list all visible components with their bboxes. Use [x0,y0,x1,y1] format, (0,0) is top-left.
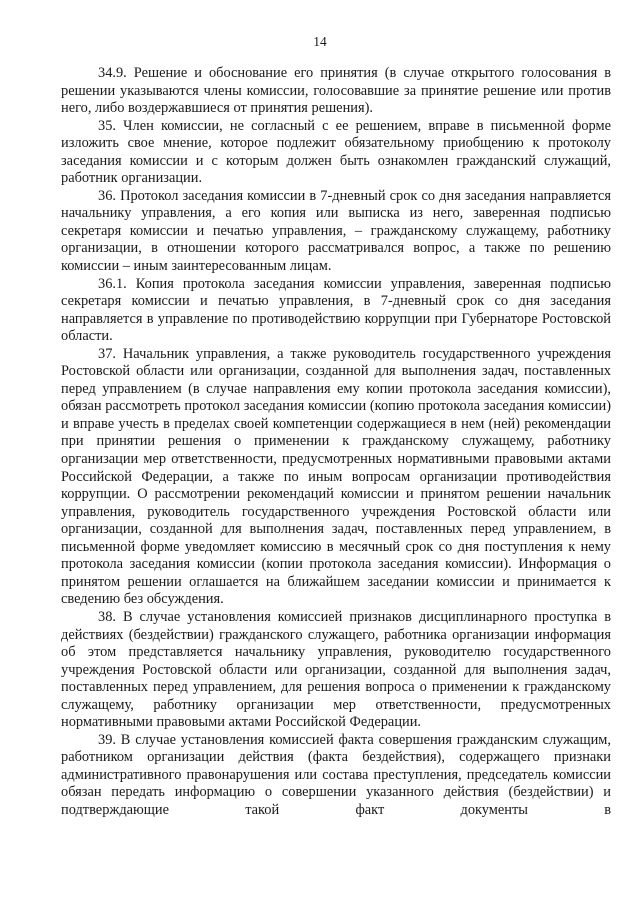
paragraph-36-1: 36.1. Копия протокола заседания комиссии управления, заверенная подписью секретаря комиссии и печатью управления, в 7-дневный срок со дня заседания направляется в управление по противодействию коррупции при Губернаторе Ростовской области. [61,275,611,345]
paragraph-35: 35. Член комиссии, не согласный с ее решением, вправе в письменной форме изложить свое мнение, которое подлежит обязательному приобщению к протоколу заседания комиссии и с которым должен быть ознакомлен гражданский служащий, работник организации. [61,117,611,187]
paragraph-37: 37. Начальник управления, а также руководитель государственного учреждения Ростовской области или организации, созданной для выполнения задач, поставленных перед управлением (в случае направления ему копии протокола заседания комиссии), обязан рассмотреть протокол заседания комиссии (копию протокола заседания комиссии) и вправе учесть в пределах своей компетенции содержащиеся в нем (ней) рекомендации при принятии решения о применении к гражданскому служащему, работнику организации мер ответственности, предусмотренных нормативными правовыми актами Российской Федерации, а также по иным вопросам организации противодействия коррупции. О рассмотрении рекомендаций комиссии и принятом решении начальник управления, руководитель государственного учреждения Ростовской области или организации, созданной для выполнения задач, поставленных перед управлением, в письменной форме уведомляет комиссию в месячный срок со дня поступления к нему протокола заседания комиссии (копии протокола заседания комиссии). Информация о принятом решении оглашается на ближайшем заседании комиссии и принимается к сведению без обсуждения. [61,345,611,608]
paragraph-38: 38. В случае установления комиссией признаков дисциплинарного проступка в действиях (бездействии) гражданского служащего, работника организации информация об этом представляется начальнику управления, руководителю государственного учреждения Ростовской области или организации, созданной для выполнения задач, поставленных перед управлением, для решения вопроса о применении к гражданскому служащему, работнику организации мер ответственности, предусмотренных нормативными правовыми актами Российской Федерации. [61,608,611,731]
paragraph-36: 36. Протокол заседания комиссии в 7-дневный срок со дня заседания направляется начальнику управления, а его копия или выписка из него, заверенная подписью секретаря комиссии и печатью управления, – гражданскому служащему, работнику организации, в отношении которого рассматривался вопрос, а также по решению комиссии – иным заинтересованным лицам. [61,187,611,275]
paragraph-34-9: 34.9. Решение и обоснование его принятия (в случае открытого голосования в решении указываются члены комиссии, голосовавшие за принятие решение или против него, либо воздержавшиеся от принятия решения). [61,65,611,117]
page-number: 14 [313,34,327,49]
document-body [61,65,611,820]
paragraph-39: 39. В случае установления комиссией факта совершения гражданским служащим, работником организации действия (факта бездействия), содержащего признаки административного правонарушения или состава преступления, председатель комиссии обязан передать информацию о совершении указанного действия (бездействии) и подтверждающие такой факт документы в [61,731,611,818]
